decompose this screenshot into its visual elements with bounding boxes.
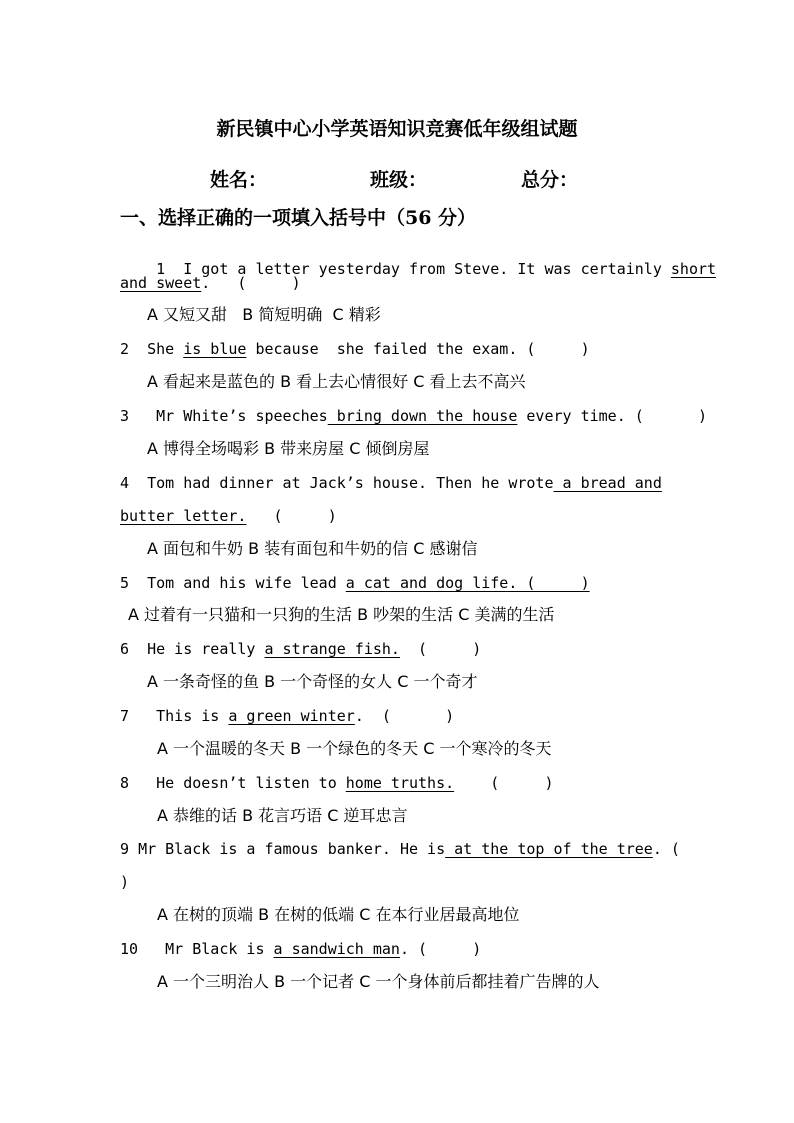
question-8: [120, 773, 554, 793]
question-number: 2: [120, 340, 130, 358]
question-number: 6: [120, 640, 130, 658]
answer-blank: ( ): [246, 507, 337, 525]
question-text: Tom had dinner at Jack’s house. Then he wrote: [147, 474, 554, 492]
question-number: 3: [120, 407, 130, 425]
idiom-underlined: is blue: [183, 340, 247, 358]
question-9-options: A 在树的顶端 B 在树的低端 C 在本行业居最高地位: [157, 905, 520, 924]
question-9: [120, 839, 680, 859]
idiom-underlined: a cat and dog life. ( ): [345, 574, 590, 592]
question-text: Mr Black is: [156, 940, 274, 958]
question-text: Tom and his wife lead: [147, 574, 346, 592]
question-6-options: A 一条奇怪的鱼 B 一个奇怪的女人 C 一个奇才: [147, 672, 478, 691]
class-label: 班级：: [370, 169, 428, 191]
question-6: [120, 639, 481, 659]
answer-blank: . ( ): [399, 940, 482, 958]
question-1-options: A 又短又甜 B 简短明确 C 精彩: [147, 305, 381, 324]
question-4-options: A 面包和牛奶 B 装有面包和牛奶的信 C 感谢信: [147, 539, 478, 558]
question-number: 10: [120, 940, 139, 958]
idiom-underlined: a green winter: [228, 707, 355, 725]
answer-blank: . (: [652, 840, 680, 858]
question-4-cont: [120, 506, 337, 526]
idiom-underlined: and sweet: [120, 274, 202, 292]
answer-blank: ( ): [399, 640, 482, 658]
answer-blank: . ( ): [354, 707, 455, 725]
answer-blank: ( ): [454, 774, 554, 792]
score-label: 总分：: [521, 169, 579, 191]
question-text: He is really: [147, 640, 265, 658]
question-3-options: A 博得全场喝彩 B 带来房屋 C 倾倒房屋: [147, 439, 430, 458]
question-8-options: A 恭维的话 B 花言巧语 C 逆耳忠言: [157, 806, 408, 825]
question-text: I got a letter yesterday from Steve. It was certainly: [183, 260, 671, 278]
question-3: [120, 406, 707, 426]
question-4: [120, 473, 662, 493]
answer-blank: every time. ( ): [517, 407, 708, 425]
question-2-options: A 看起来是蓝色的 B 看上去心情很好 C 看上去不高兴: [147, 372, 526, 391]
page-title: 新民镇中心小学英语知识竞赛低年级组试题: [216, 118, 578, 140]
question-7: [120, 706, 454, 726]
idiom-underlined: a bread and: [553, 474, 662, 492]
idiom-underlined: at the top of the tree: [445, 840, 653, 858]
question-number: 5: [120, 574, 130, 592]
idiom-underlined: bring down the house: [327, 407, 518, 425]
question-text: Mr White’s speeches: [147, 407, 328, 425]
idiom-underlined: butter letter.: [120, 507, 247, 525]
answer-blank: because she failed the exam. ( ): [246, 340, 590, 358]
question-number: 1: [156, 260, 166, 278]
question-1-cont: [120, 273, 301, 293]
question-9-cont: ): [120, 873, 130, 891]
answer-blank: . ( ): [201, 274, 301, 292]
idiom-underlined: home truths.: [345, 774, 455, 792]
question-5: [120, 573, 590, 593]
question-10: [120, 939, 481, 959]
question-7-options: A 一个温暖的冬天 B 一个绿色的冬天 C 一个寒冷的冬天: [157, 739, 552, 758]
question-number: 9: [120, 840, 130, 858]
question-number: 7: [120, 707, 130, 725]
question-5-options: A 过着有一只猫和一只狗的生活 B 吵架的生活 C 美满的生活: [128, 605, 555, 624]
idiom-underlined: a strange fish.: [264, 640, 400, 658]
idiom-underlined: a sandwich man: [273, 940, 400, 958]
question-number: 8: [120, 774, 130, 792]
section-title: 一、选择正确的一项填入括号中（56 分）: [120, 207, 477, 229]
idiom-underlined: short: [670, 260, 717, 278]
question-10-options: A 一个三明治人 B 一个记者 C 一个身体前后都挂着广告牌的人: [157, 972, 600, 991]
question-number: 4: [120, 474, 130, 492]
question-text: He doesn’t listen to: [147, 774, 346, 792]
question-text: She: [147, 340, 184, 358]
question-text: Mr Black is a famous banker. He is: [138, 840, 446, 858]
name-label: 姓名：: [210, 169, 268, 191]
question-text: This is: [147, 707, 229, 725]
question-2: [120, 339, 590, 359]
